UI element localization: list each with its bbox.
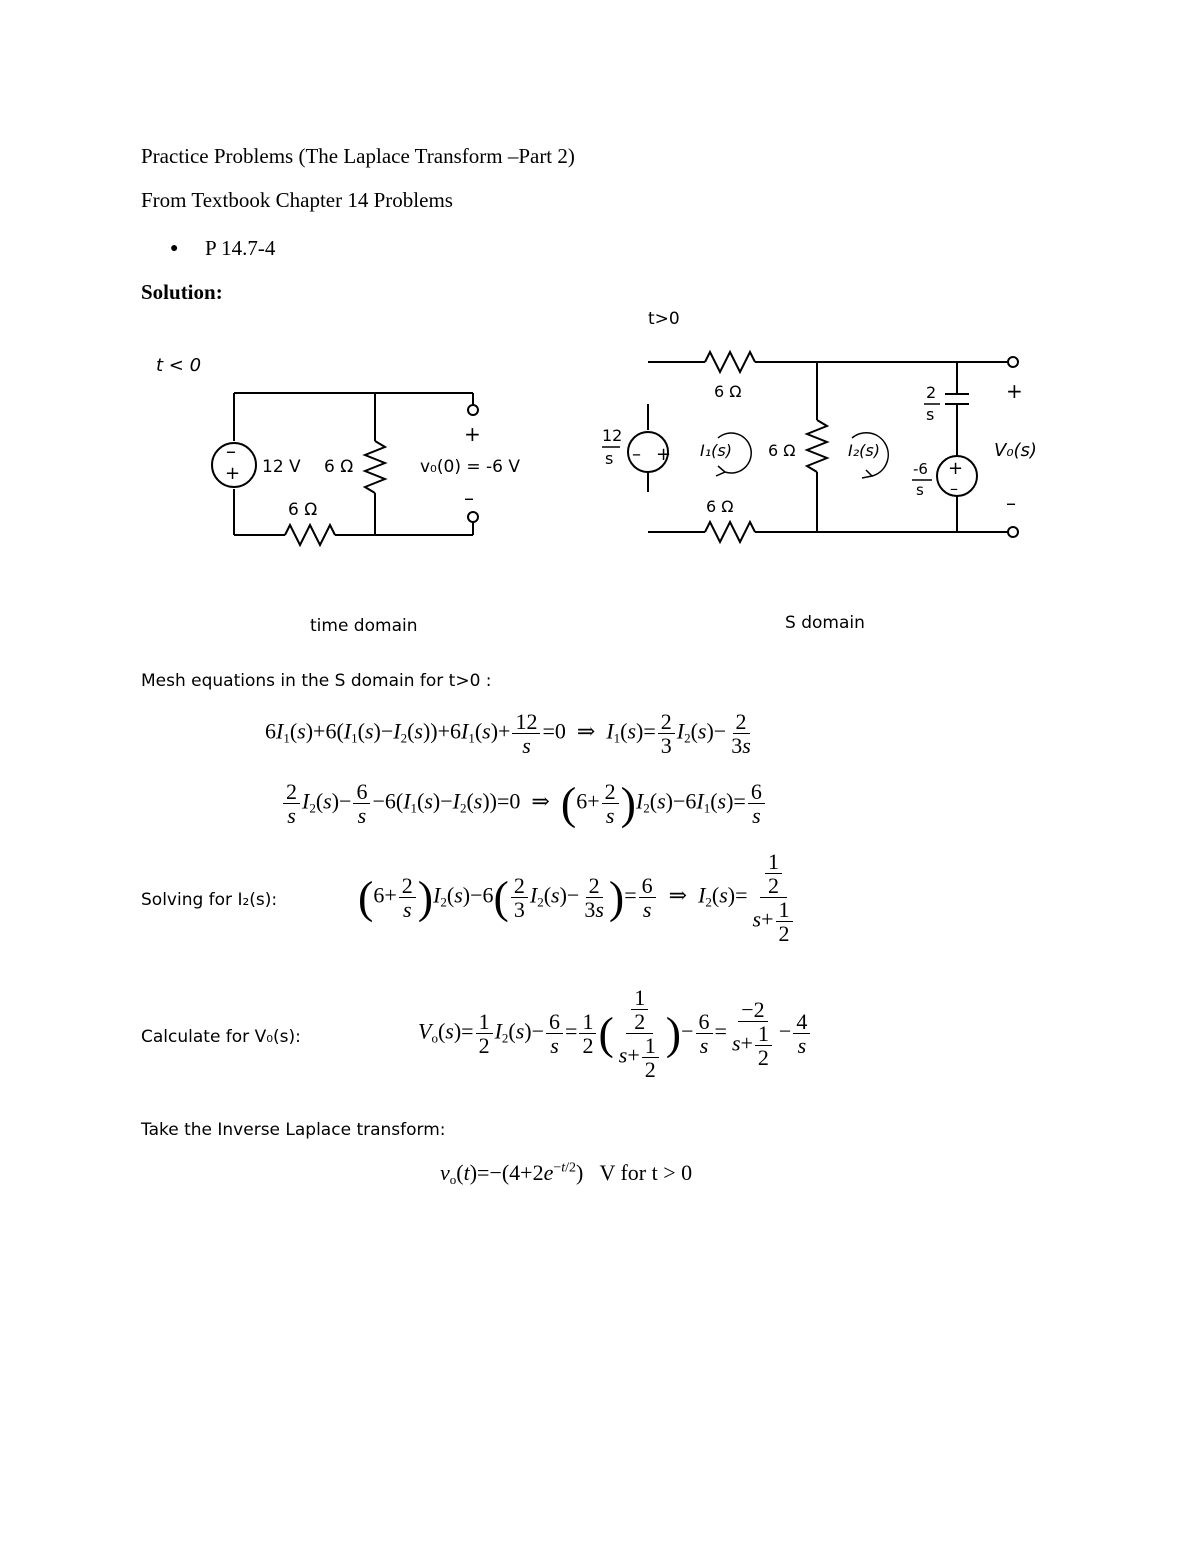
s-terminal-top (1008, 357, 1018, 367)
resistor-bottom-s (705, 522, 755, 542)
source-value: 12 V (262, 457, 301, 477)
vo-s-label: V₀(s) (994, 440, 1037, 461)
bullet-item (170, 236, 275, 261)
mesh-equation-1: $6I_1(s)+6(I_1(s)-I_2(s))+6I_1(s)+$ $\frac{12}{s}$ =0 ⇒ $I_1(s)=$ $\frac{2}{3}$ $I_2(s)-$ $\frac{2}{3s}$ (265, 709, 751, 759)
calculate-label: Calculate for V₀(s): (141, 1027, 301, 1047)
vo-initial: v₀(0) = -6 V (420, 457, 520, 477)
resistor-middle-s (807, 420, 827, 472)
s-domain-caption: S domain (785, 613, 865, 633)
mesh2-label: I₂(s) (848, 441, 880, 460)
solving-label: Solving for I₂(s): (141, 890, 278, 910)
cap-num: 2 (926, 383, 937, 402)
r-bottom-label: 6 Ω (706, 497, 734, 516)
svg-text:+: + (656, 444, 672, 465)
solve-equation: (6+ $\frac{2}{s}$ )$I_2(s)-6$( $\frac{2}{3}$ $I_2(s)-$ $\frac{2}{3s}$ )= $\frac{6}{s}$ ⇒ $I_2(s)=$ $\frac{1}{2}$ s+ $\frac{1}{2}$ (358, 850, 800, 945)
s-terminal-bottom (1008, 527, 1018, 537)
terminal-top (468, 405, 478, 415)
resistor-middle-label: 6 Ω (324, 457, 354, 477)
page-title: Practice Problems (The Laplace Transform –Part 2) (141, 144, 575, 168)
time-domain-caption: time domain (310, 616, 418, 636)
time-circuit-label: t < 0 (156, 355, 202, 376)
src2-den: s (916, 481, 924, 499)
svg-text:–: – (950, 479, 958, 498)
svg-text:+: + (225, 463, 241, 484)
bullet-icon: ● (170, 241, 179, 256)
svg-text:–: – (226, 439, 236, 463)
source-line: From Textbook Chapter 14 Problems (141, 188, 453, 212)
final-result: $v_o(t)=-(4+2e^{-t/2})$ V for t > 0 (440, 1160, 693, 1187)
r-top-label: 6 Ω (714, 382, 742, 401)
s-domain-circuit (590, 300, 1060, 550)
s-minus-sign: – (1006, 491, 1016, 515)
time-domain-circuit (140, 345, 560, 565)
resistor-middle (365, 441, 385, 493)
mesh-equations-label: Mesh equations in the S domain for t>0 : (141, 671, 492, 691)
minus-sign: – (464, 486, 474, 510)
svg-text:–: – (632, 444, 641, 465)
vo-equation: $V_o(s)=$ $\frac{1}{2}$ $I_2(s)-$ $\frac{6}{s}$ = $\frac{1}{2}$ ( $\frac{1}{2}$ s+ $\frac{1}{2}$ )− $\frac{6}{s}$ = −2 s+ $\frac{1}{2}$ − $\frac{4}{s}$ (418, 986, 812, 1081)
r-mid-label: 6 Ω (768, 441, 796, 460)
resistor-top (705, 352, 755, 372)
src1-den: s (605, 449, 614, 468)
src2-num: -6 (913, 460, 928, 478)
src1-num: 12 (602, 426, 623, 445)
cap-den: s (926, 405, 935, 424)
s-plus-sign: + (1006, 379, 1023, 403)
inverse-label: Take the Inverse Laplace transform: (141, 1120, 446, 1140)
s-circuit-label: t>0 (648, 309, 680, 329)
mesh1-label: I₁(s) (700, 441, 732, 460)
final-units: V for t > 0 (599, 1160, 693, 1185)
plus-sign: + (464, 422, 481, 446)
resistor-bottom-label: 6 Ω (288, 500, 318, 520)
solution-heading: Solution: (141, 280, 223, 304)
resistor-bottom (285, 525, 335, 545)
mesh-equation-2: $\frac{2}{s}$ $I_2(s)-$ $\frac{6}{s}$ $-6(I_1(s)-I_2(s))=0$ ⇒ (6+ $\frac{2}{s}$ )$I_2(s)-6I_1(s)=$ $\frac{6}{s}$ (281, 780, 767, 827)
svg-text:+: + (948, 458, 964, 479)
bullet-text: P 14.7-4 (204, 236, 276, 260)
terminal-bottom (468, 512, 478, 522)
